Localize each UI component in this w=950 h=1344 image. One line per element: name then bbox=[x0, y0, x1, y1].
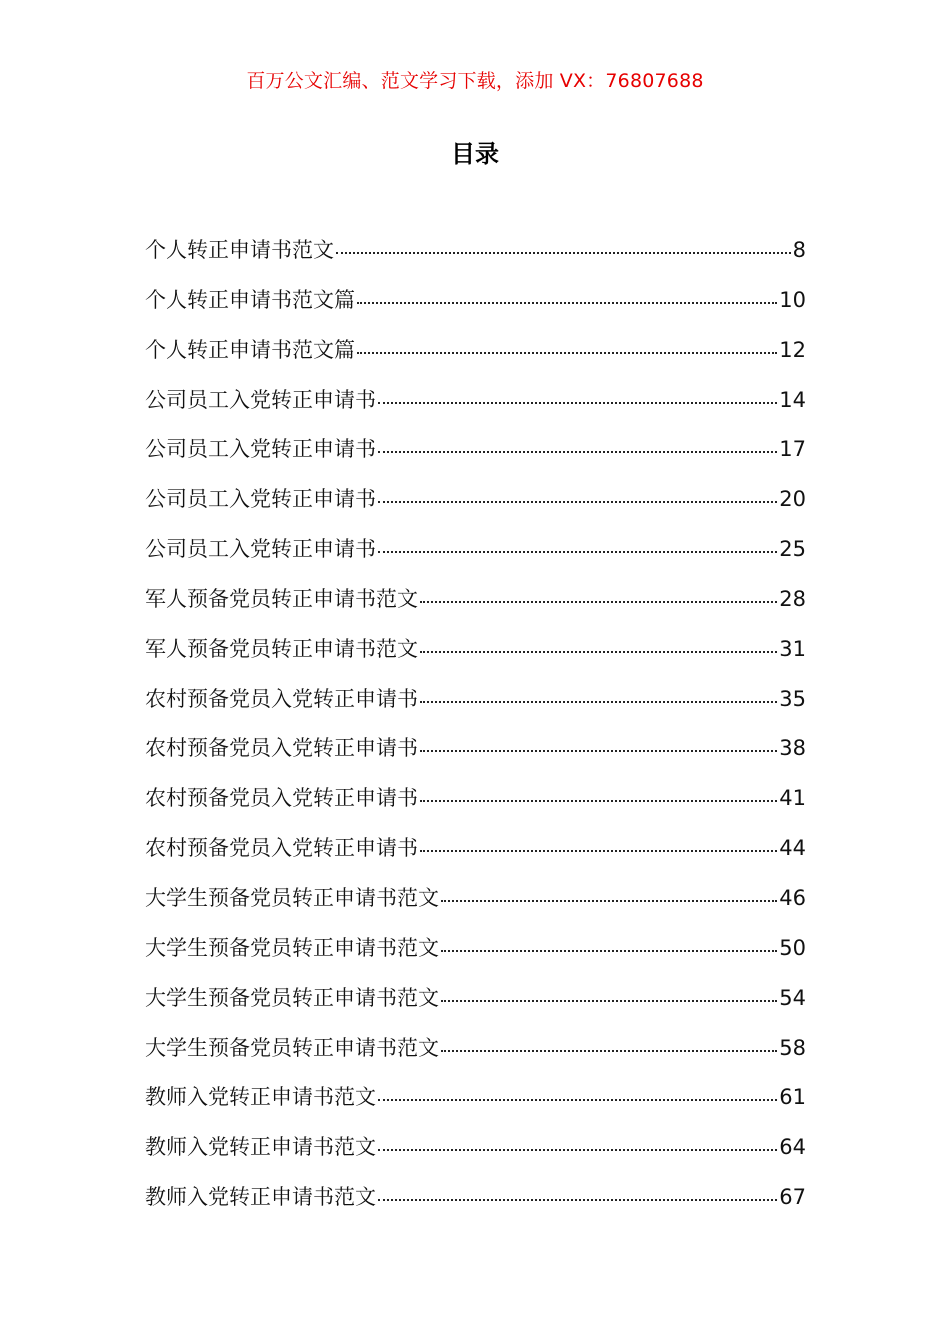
toc-dot-leader bbox=[441, 1050, 777, 1052]
toc-entry-title: 公司员工入党转正申请书 bbox=[145, 537, 376, 562]
toc-entry[interactable] bbox=[145, 681, 806, 731]
toc-entry-title: 公司员工入党转正申请书 bbox=[145, 387, 376, 412]
toc-entry[interactable] bbox=[145, 730, 806, 780]
toc-entry-title: 教师入党转正申请书范文 bbox=[145, 1185, 376, 1210]
toc-entry[interactable] bbox=[145, 1179, 806, 1229]
toc-dot-leader bbox=[357, 302, 777, 304]
toc-entry[interactable] bbox=[145, 581, 806, 631]
toc-entry-title: 农村预备党员入党转正申请书 bbox=[145, 686, 418, 711]
page-title: 目录 bbox=[451, 140, 499, 168]
toc-entry-page: 50 bbox=[779, 935, 806, 960]
toc-entry-page: 10 bbox=[779, 287, 806, 312]
toc-dot-leader bbox=[378, 1199, 777, 1201]
toc-entry[interactable] bbox=[145, 880, 806, 930]
toc-entry-page: 20 bbox=[779, 487, 806, 512]
toc-entry-title: 军人预备党员转正申请书范文 bbox=[145, 586, 418, 611]
toc-dot-leader bbox=[420, 601, 777, 603]
toc-entry[interactable] bbox=[145, 531, 806, 581]
toc-entry[interactable] bbox=[145, 232, 806, 282]
toc-entry-title: 军人预备党员转正申请书范文 bbox=[145, 636, 418, 661]
toc-entry[interactable] bbox=[145, 930, 806, 980]
toc-dot-leader bbox=[420, 701, 777, 703]
toc-dot-leader bbox=[378, 501, 777, 503]
toc-entry-page: 12 bbox=[779, 337, 806, 362]
toc-entry[interactable] bbox=[145, 830, 806, 880]
toc-entry-title: 个人转正申请书范文 bbox=[145, 238, 334, 262]
toc-entry-page: 41 bbox=[779, 786, 806, 811]
toc-dot-leader bbox=[378, 1099, 777, 1101]
toc-entry-page: 67 bbox=[779, 1185, 806, 1210]
toc-entry[interactable] bbox=[145, 1129, 806, 1179]
toc-entry-page: 28 bbox=[779, 586, 806, 611]
toc-entry[interactable] bbox=[145, 481, 806, 531]
toc-entry[interactable] bbox=[145, 1030, 806, 1080]
toc-entry-title: 公司员工入党转正申请书 bbox=[145, 487, 376, 512]
toc-dot-leader bbox=[420, 850, 777, 852]
toc-entry-page: 35 bbox=[779, 686, 806, 711]
toc-entry-title: 教师入党转正申请书范文 bbox=[145, 1085, 376, 1110]
toc-entry-title: 教师入党转正申请书范文 bbox=[145, 1135, 376, 1160]
toc-entry-page: 25 bbox=[779, 537, 806, 562]
toc-dot-leader bbox=[420, 750, 777, 752]
toc-entry[interactable] bbox=[145, 1079, 806, 1129]
table-of-contents bbox=[145, 232, 806, 1229]
toc-entry-page: 44 bbox=[779, 836, 806, 861]
toc-entry-title: 个人转正申请书范文篇 bbox=[145, 287, 355, 312]
toc-entry[interactable] bbox=[145, 780, 806, 830]
toc-entry[interactable] bbox=[145, 980, 806, 1030]
toc-dot-leader bbox=[420, 800, 777, 802]
toc-entry-page: 17 bbox=[779, 437, 806, 462]
toc-entry-title: 个人转正申请书范文篇 bbox=[145, 337, 355, 362]
toc-dot-leader bbox=[441, 1000, 777, 1002]
toc-dot-leader bbox=[357, 352, 777, 354]
toc-entry-page: 54 bbox=[779, 985, 806, 1010]
toc-entry[interactable] bbox=[145, 382, 806, 432]
toc-entry-title: 大学生预备党员转正申请书范文 bbox=[145, 885, 439, 910]
toc-dot-leader bbox=[336, 252, 791, 254]
toc-entry-title: 农村预备党员入党转正申请书 bbox=[145, 786, 418, 811]
toc-entry-title: 公司员工入党转正申请书 bbox=[145, 437, 376, 462]
toc-entry-title: 农村预备党员入党转正申请书 bbox=[145, 836, 418, 861]
toc-entry[interactable] bbox=[145, 282, 806, 332]
toc-entry[interactable] bbox=[145, 332, 806, 382]
toc-dot-leader bbox=[441, 900, 777, 902]
toc-dot-leader bbox=[420, 651, 777, 653]
toc-entry-page: 8 bbox=[792, 238, 806, 262]
toc-entry-title: 农村预备党员入党转正申请书 bbox=[145, 736, 418, 761]
toc-entry-page: 31 bbox=[779, 636, 806, 661]
toc-entry-page: 61 bbox=[779, 1085, 806, 1110]
toc-entry-page: 46 bbox=[779, 885, 806, 910]
toc-entry-title: 大学生预备党员转正申请书范文 bbox=[145, 935, 439, 960]
toc-entry-title: 大学生预备党员转正申请书范文 bbox=[145, 985, 439, 1010]
toc-entry[interactable] bbox=[145, 431, 806, 481]
toc-dot-leader bbox=[378, 451, 777, 453]
toc-dot-leader bbox=[378, 551, 777, 553]
toc-dot-leader bbox=[378, 1149, 777, 1151]
toc-dot-leader bbox=[441, 950, 777, 952]
toc-entry-page: 64 bbox=[779, 1135, 806, 1160]
toc-entry[interactable] bbox=[145, 631, 806, 681]
header-note: 百万公文汇编、范文学习下载，添加 VX：76807688 bbox=[246, 70, 704, 92]
toc-entry-title: 大学生预备党员转正申请书范文 bbox=[145, 1035, 439, 1060]
toc-entry-page: 14 bbox=[779, 387, 806, 412]
toc-entry-page: 38 bbox=[779, 736, 806, 761]
toc-entry-page: 58 bbox=[779, 1035, 806, 1060]
toc-dot-leader bbox=[378, 402, 777, 404]
